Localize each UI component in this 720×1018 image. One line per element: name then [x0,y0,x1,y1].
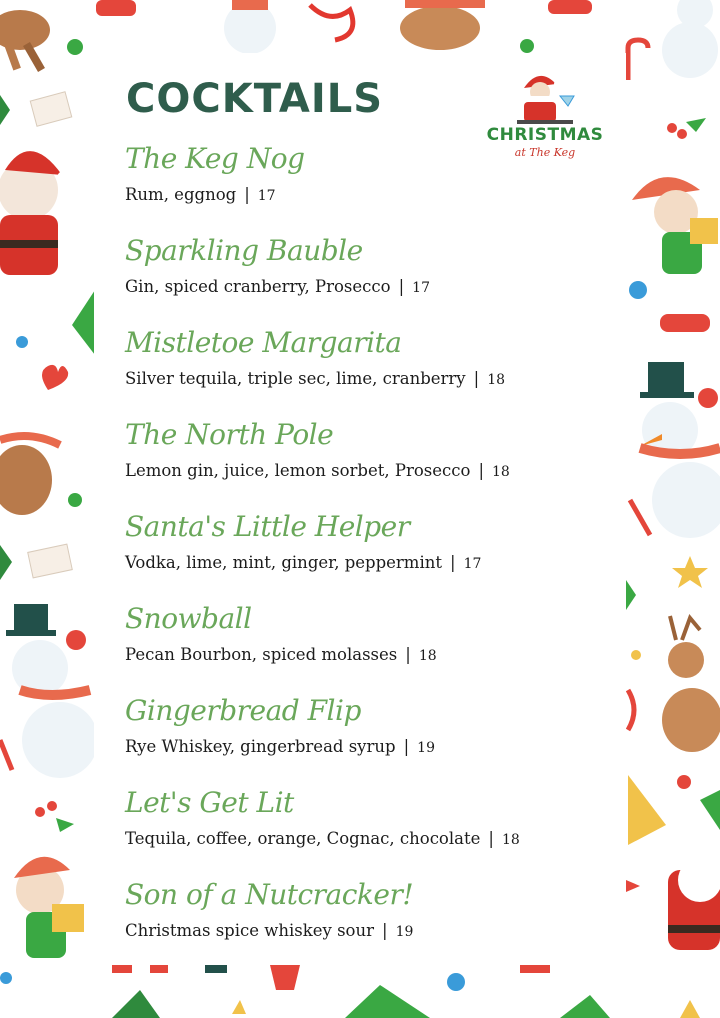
menu-item [125,412,605,504]
star-icon [672,556,708,588]
cocktail-price: 17 [463,556,482,572]
cocktail-description-line [125,918,605,944]
cocktail-ingredients: Vodka, lime, mint, ginger, peppermint [125,553,442,572]
holly-icon [700,790,720,830]
ribbon-icon [626,880,640,892]
price-separator: | [488,829,494,848]
reindeer-icon [400,0,485,50]
price-separator: | [405,645,411,664]
christmas-tree-icon [626,580,636,610]
price-separator: | [398,277,405,296]
snowman-icon [6,604,98,778]
cocktail-price: 19 [417,740,435,756]
ornament-icon [520,39,534,53]
candy-icon [520,965,550,973]
holly-icon [667,118,706,139]
cocktail-ingredients: Pecan Bourbon, spiced molasses [125,645,398,664]
cocktail-ingredients: Christmas spice whiskey sour [125,921,375,940]
menu-item [125,872,605,964]
price-separator: | [450,553,456,572]
ribbon-icon [310,5,353,40]
logo-wordmark: CHRISTMAS [486,125,604,145]
cocktail-description-line [125,458,605,484]
holly-icon [0,545,12,580]
envelope-icon [30,92,72,126]
cocktail-price: 17 [412,280,430,296]
candy-icon [205,965,227,973]
candy-icon [548,0,592,14]
reindeer-icon [0,10,50,72]
holly-icon [35,801,74,832]
present-icon [628,775,666,845]
cocktail-ingredients: Rye Whiskey, gingerbread syrup [125,737,396,756]
price-separator: | [382,921,388,940]
menu-item [125,136,605,228]
holly-icon [112,990,160,1018]
candy-cane-icon [630,500,650,535]
snowman-icon [662,0,718,78]
candy-icon [660,314,710,332]
cocktail-description-line [125,550,605,576]
price-separator: | [478,461,485,480]
cocktail-price: 18 [487,372,506,388]
santa-icon [0,151,71,275]
menu-item [125,504,605,596]
reindeer-icon [662,616,720,752]
menu-item [125,596,605,688]
cocktail-name: Mistletoe Margarita [125,326,402,359]
present-icon [270,965,300,990]
candy-icon [150,965,168,973]
cocktail-ingredients: Lemon gin, juice, lemon sorbet, Prosecco [125,461,471,480]
ornament-icon [631,650,641,660]
menu-item [125,228,605,320]
star-icon [680,1000,700,1018]
logo-subtitle: at The Keg [514,146,576,159]
ornament-icon [67,39,83,55]
price-separator: | [473,369,480,388]
cocktail-name: Snowball [125,602,252,635]
price-separator: | [403,737,410,756]
cocktail-name: Son of a Nutcracker! [125,878,414,911]
menu-item [125,688,605,780]
menu-item [125,780,605,872]
cocktail-ingredients: Tequila, coffee, orange, Cognac, chocolate [125,829,481,848]
cocktail-ingredients: Silver tequila, triple sec, lime, cranberry [125,369,466,388]
snowman-icon [640,362,720,538]
ornament-icon [677,775,691,789]
christmas-tree-icon [345,985,430,1018]
holly-icon [0,95,10,125]
cocktail-price: 18 [501,832,520,848]
envelope-icon [28,544,73,578]
cocktail-name: The Keg Nog [125,142,305,175]
star-icon [232,1000,246,1014]
cocktail-ingredients: Gin, spiced cranberry, Prosecco [125,277,391,296]
ribbon-icon [628,690,634,730]
ornament-icon [629,281,647,299]
menu-item [125,320,605,412]
cocktail-name: Sparkling Bauble [125,234,363,267]
cocktail-description-line [125,734,605,760]
santa-bartender-icon [484,66,606,126]
elf-icon [632,177,718,274]
cocktail-name: Santa's Little Helper [125,510,410,543]
page-title: COCKTAILS [126,76,384,122]
cocktail-ingredients: Rum, eggnog [125,185,237,204]
cocktail-name: Gingerbread Flip [125,694,361,727]
cocktail-list [125,136,605,964]
snowman-icon [224,0,276,54]
holly-icon [560,995,610,1018]
santa-icon [668,858,720,950]
ornament-icon [16,336,28,348]
christmas-tree-icon [72,290,95,355]
cocktail-price: 18 [418,648,437,664]
elf-icon [14,857,84,958]
cocktail-price: 18 [492,464,510,480]
heart-icon [42,365,68,390]
cocktail-name: Let's Get Lit [125,786,294,819]
ornament-icon [447,973,465,991]
candy-icon [96,0,136,16]
candy-cane-icon [628,40,648,80]
cocktail-description-line [125,366,605,392]
ornament-icon [0,972,12,984]
cocktail-name: The North Pole [125,418,334,451]
candy-icon [112,965,132,973]
price-separator: | [244,185,250,204]
candy-cane-icon [0,740,12,770]
ornament-icon [68,493,82,507]
cocktail-description-line [125,274,605,300]
cocktail-price: 17 [257,188,276,204]
cocktail-price: 19 [395,924,414,940]
reindeer-icon [0,436,60,515]
cocktail-description-line [125,826,605,852]
cocktail-description-line [125,642,605,668]
cocktail-description-line [125,182,605,208]
